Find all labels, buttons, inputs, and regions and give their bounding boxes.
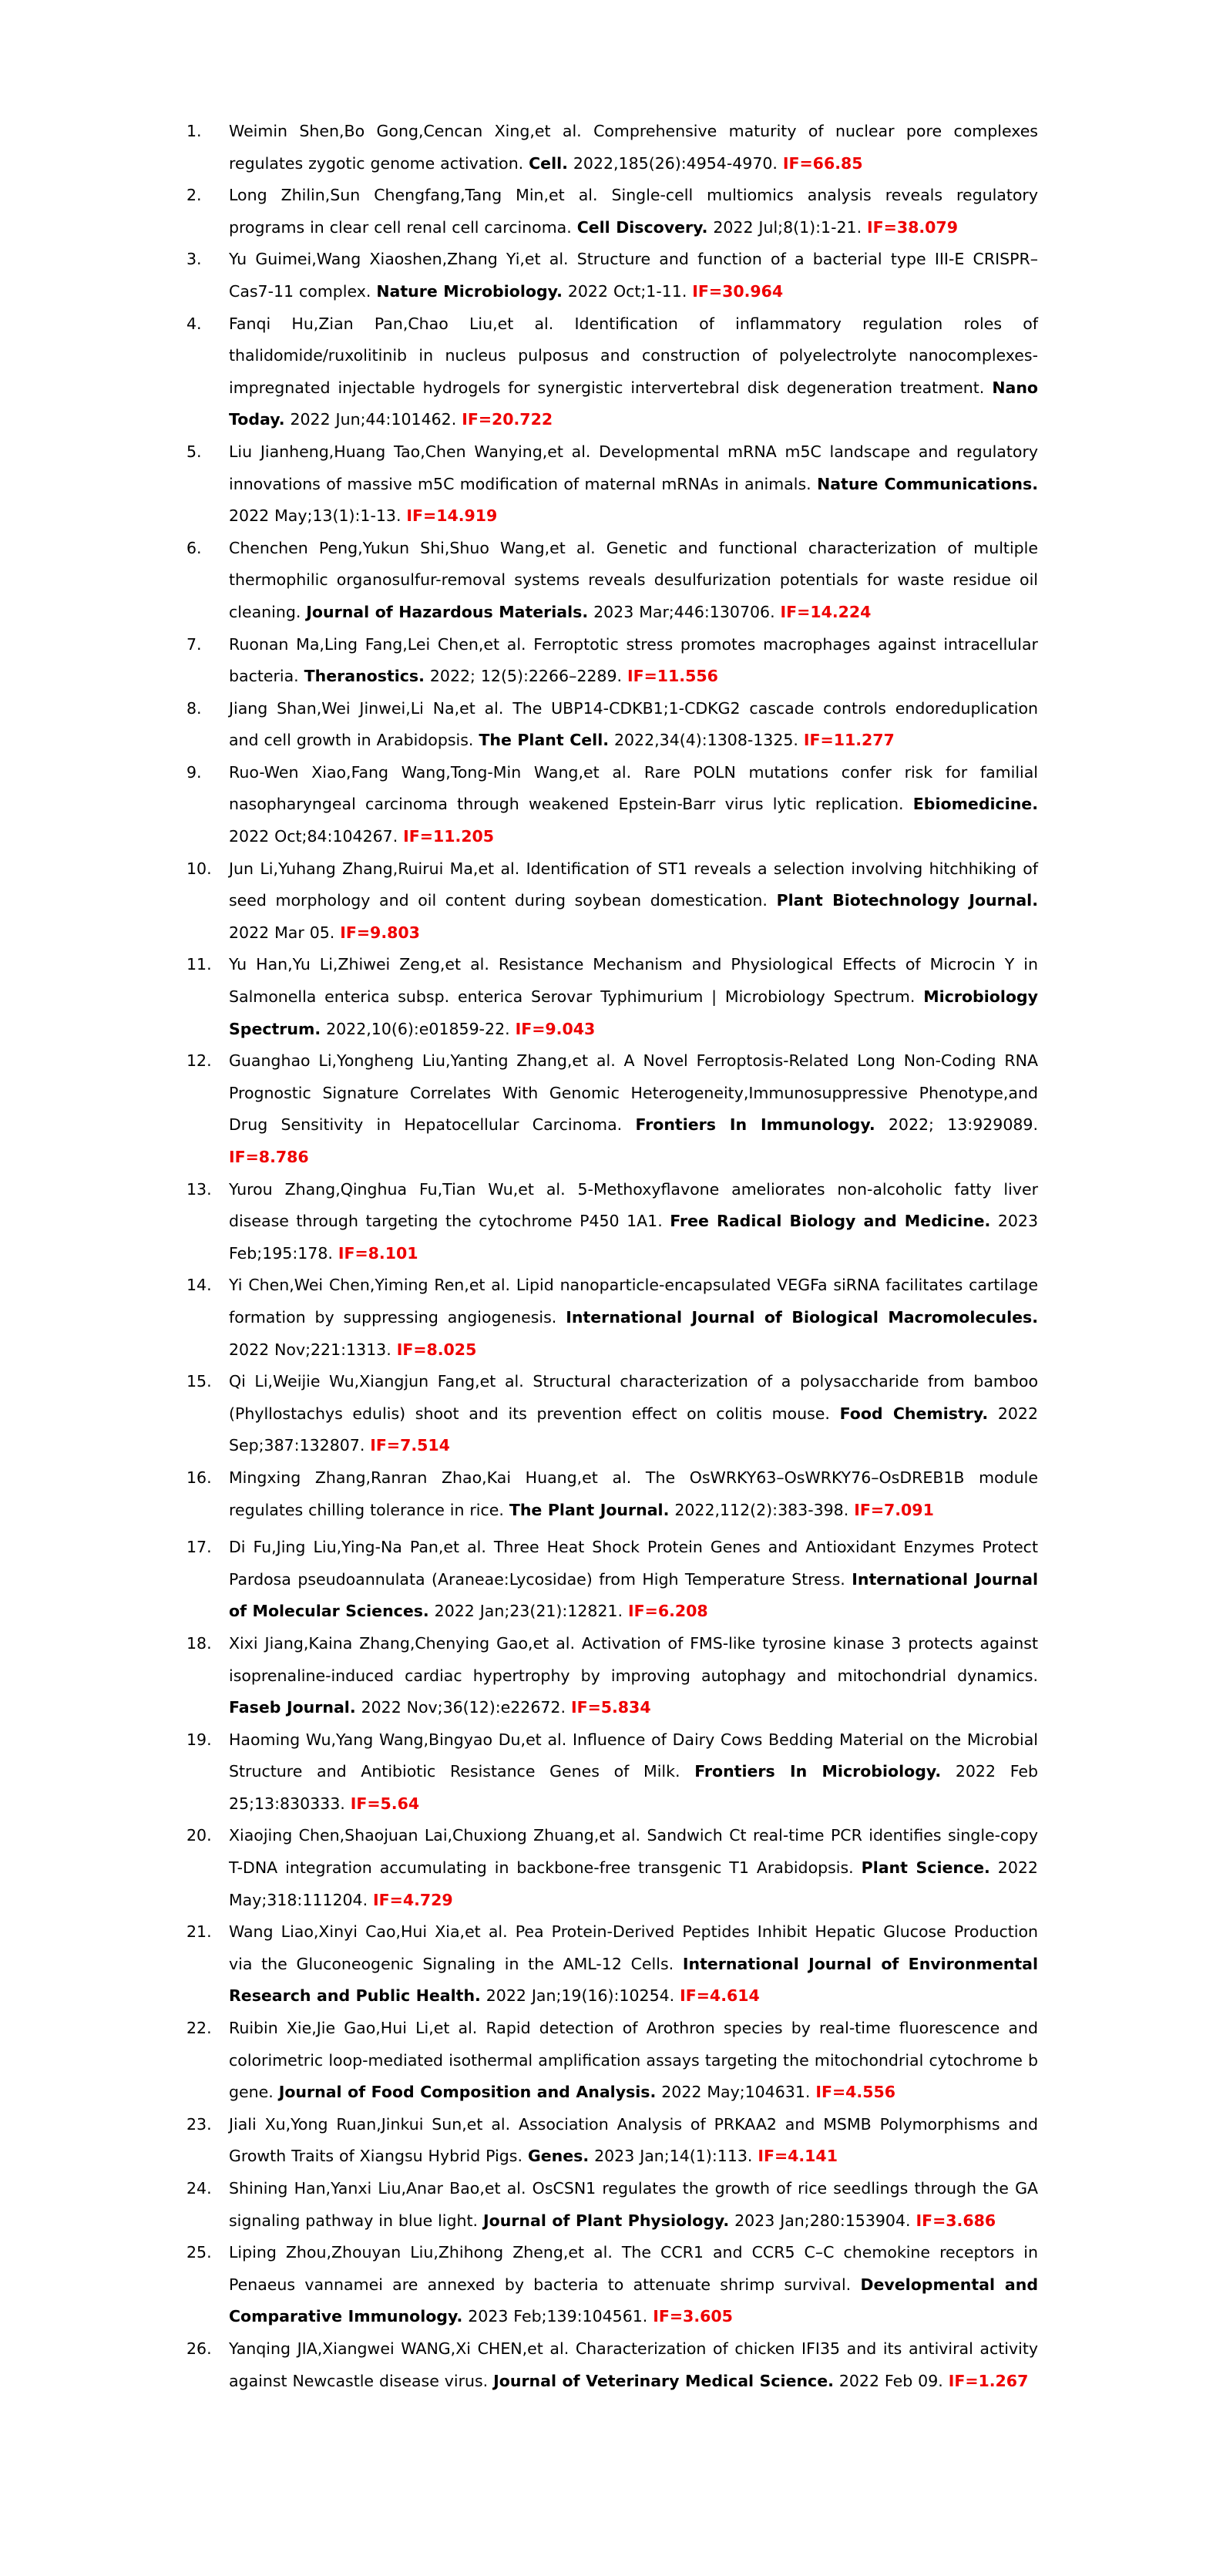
item-number: 12.	[186, 1051, 212, 1071]
impact-factor: IF=5.64	[350, 1794, 420, 1813]
authors-title-text: Xiaojing Chen,Shaojuan Lai,Chuxiong Zhuang,et al. Sandwich Ct real-time PCR identifies single-copy T-DNA integration accumulating in backbone-free transgenic T1 Arabidopsis.	[229, 1826, 1038, 1878]
authors-title-text: Mingxing Zhang,Ranran Zhao,Kai Huang,et al. The OsWRKY63–OsWRKY76–OsDREB1B module regulates chilling tolerance in rice.	[229, 1468, 1038, 1519]
authors-title-text: Jiali Xu,Yong Ruan,Jinkui Sun,et al. Association Analysis of PRKAA2 and MSMB Polymorphisms and Growth Traits of Xiangsu Hybrid Pigs.	[229, 2114, 1038, 2166]
citation-text: 2022,185(26):4954-4970.	[573, 153, 778, 173]
impact-factor: IF=1.267	[948, 2371, 1029, 2390]
authors-title-text: Yu Han,Yu Li,Zhiwei Zeng,et al. Resistance Mechanism and Physiological Effects of Microcin Y in Salmonella enterica subsp. enterica Serovar Typhimurium | Microbiology Spectrum.	[229, 955, 1038, 1007]
authors-title-text: Liping Zhou,Zhouyan Liu,Zhihong Zheng,et al. The CCR1 and CCR5 C–C chemokine receptors in Penaeus vannamei are annexed by bacteria to attenuate shrimp survival.	[229, 2243, 1038, 2294]
impact-factor: IF=11.556	[627, 667, 718, 686]
authors-title-text: Yi Chen,Wei Chen,Yiming Ren,et al. Lipid nanoparticle-encapsulated VEGFa siRNA facilitates cartilage formation by suppressing angiogenesis.	[229, 1276, 1038, 1327]
item-number: 24.	[186, 2179, 212, 2198]
journal-name: Journal of Veterinary Medical Science.	[493, 2371, 834, 2390]
citation-text: 2022,112(2):383-398.	[674, 1500, 849, 1519]
impact-factor: IF=20.722	[462, 410, 553, 429]
impact-factor: IF=8.025	[396, 1340, 477, 1359]
reference-item	[186, 2173, 1038, 2237]
citation-text: 2022 Jan;19(16):10254.	[486, 1986, 675, 2006]
journal-name: Ebiomedicine.	[912, 795, 1038, 814]
impact-factor: IF=4.556	[815, 2083, 895, 2102]
journal-name: Nano Today.	[229, 378, 1038, 429]
item-number: 5.	[186, 442, 202, 461]
reference-item	[186, 693, 1038, 757]
authors-title-text: Wang Liao,Xinyi Cao,Hui Xia,et al. Pea Protein-Derived Peptides Inhibit Hepatic Glucose Production via the Gluconeogenic Signaling in the AML-12 Cells.	[229, 1922, 1038, 1973]
item-number: 18.	[186, 1633, 212, 1653]
authors-title-text: Xixi Jiang,Kaina Zhang,Chenying Gao,et al. Activation of FMS-like tyrosine kinase 3 protects against isoprenaline-induced cardiac hypertrophy by improving autophagy and mitochondrial dynamics.	[229, 1633, 1038, 1685]
citation-text: 2022 Jul;8(1):1-21.	[713, 217, 862, 237]
reference-list	[186, 116, 1038, 2397]
item-number: 7.	[186, 634, 202, 654]
journal-name: Nature Communications.	[817, 474, 1038, 493]
citation-text: 2022 Feb 09.	[838, 2371, 943, 2390]
authors-title-text: Fanqi Hu,Zian Pan,Chao Liu,et al. Identification of inflammatory regulation roles of thalidomide/ruxolitinib in nucleus pulposus and construction of polyelectrolyte nanocomplexes-impregnated injectable hydrogels for synergistic intervertebral disk degeneration treatment.	[229, 314, 1038, 397]
journal-name: Frontiers In Immunology.	[635, 1115, 875, 1135]
citation-text: 2022,10(6):e01859-22.	[326, 1019, 510, 1038]
impact-factor: IF=7.091	[854, 1500, 934, 1519]
item-number: 9.	[186, 762, 202, 782]
citation-text: 2023 Jan;14(1):113.	[594, 2147, 753, 2166]
journal-name: Journal of Food Composition and Analysis.	[278, 2083, 657, 2102]
citation-text: 2022 Sep;387:132807.	[229, 1404, 1039, 1455]
reference-item	[186, 1462, 1038, 1526]
reference-item	[186, 1270, 1038, 1366]
impact-factor: IF=11.205	[403, 827, 495, 846]
reference-item	[186, 1366, 1038, 1462]
journal-name: Genes.	[527, 2147, 590, 2166]
reference-item	[186, 2237, 1038, 2333]
impact-factor: IF=9.803	[340, 923, 420, 942]
citation-text: 2023 Feb;139:104561.	[468, 2307, 648, 2326]
item-number: 17.	[186, 1538, 212, 1557]
journal-name: International Journal of Molecular Sciences.	[229, 1569, 1038, 1621]
authors-title-text: Ruonan Ma,Ling Fang,Lei Chen,et al. Ferroptotic stress promotes macrophages against intracellular bacteria.	[229, 634, 1038, 686]
authors-title-text: Ruibin Xie,Jie Gao,Hui Li,et al. Rapid detection of Arothron species by real-time fluorescence and colorimetric loop-mediated isothermal amplification assays targeting the mitochondrial cytochrome b gene.	[229, 2019, 1038, 2102]
impact-factor: IF=6.208	[628, 1602, 708, 1621]
authors-title-text: Guanghao Li,Yongheng Liu,Yanting Zhang,et al. A Novel Ferroptosis-Related Long Non-Coding RNA Prognostic Signature Correlates With Genomic Heterogeneity,Immunosuppressive Phenotype,and Drug Sensitivity in Hepatocellular Carcinoma.	[229, 1051, 1038, 1135]
citation-text: 2022 Jun;44:101462.	[290, 410, 457, 429]
impact-factor: IF=4.614	[680, 1986, 760, 2006]
reference-item	[186, 2109, 1038, 2173]
authors-title-text: Haoming Wu,Yang Wang,Bingyao Du,et al. Influence of Dairy Cows Bedding Material on the Microbial Structure and Antibiotic Resistance Genes of Milk.	[229, 1730, 1038, 1781]
item-number: 22.	[186, 2019, 212, 2038]
impact-factor: IF=7.514	[370, 1436, 450, 1455]
authors-title-text: Di Fu,Jing Liu,Ying-Na Pan,et al. Three Heat Shock Protein Genes and Antioxidant Enzymes Protect Pardosa pseudoannulata (Araneae:Lycosidae) from High Temperature Stress.	[229, 1538, 1038, 1589]
impact-factor: IF=66.85	[782, 153, 863, 173]
impact-factor: IF=11.277	[803, 731, 895, 750]
reference-item	[186, 853, 1038, 950]
item-number: 8.	[186, 698, 202, 718]
reference-item	[186, 1045, 1038, 1173]
citation-text: 2022 May;318:111204.	[229, 1858, 1038, 1909]
item-number: 3.	[186, 250, 202, 269]
reference-item	[186, 1628, 1038, 1724]
reference-item	[186, 436, 1038, 533]
reference-item	[186, 1724, 1038, 1821]
citation-text: 2022; 12(5):2266–2289.	[429, 667, 623, 686]
journal-name: Plant Biotechnology Journal.	[776, 891, 1038, 910]
citation-text: 2023 Mar;446:130706.	[593, 602, 775, 621]
reference-item	[186, 2333, 1038, 2397]
item-number: 26.	[186, 2339, 212, 2358]
item-number: 11.	[186, 955, 212, 974]
item-number: 6.	[186, 538, 202, 557]
journal-name: International Journal of Biological Macromolecules.	[566, 1307, 1038, 1327]
authors-title-text: Chenchen Peng,Yukun Shi,Shuo Wang,et al. Genetic and functional characterization of multiple thermophilic organosulfur-removal systems reveals desulfurization potentials for waste residue oil cleaning.	[229, 538, 1038, 621]
impact-factor: IF=8.786	[229, 1148, 309, 1166]
journal-name: Free Radical Biology and Medicine.	[670, 1212, 991, 1231]
reference-item	[186, 1174, 1038, 1270]
journal-name: Cell.	[529, 153, 568, 173]
reference-item	[186, 308, 1038, 436]
reference-item	[186, 244, 1038, 308]
impact-factor: IF=9.043	[515, 1019, 596, 1038]
authors-title-text: Jun Li,Yuhang Zhang,Ruirui Ma,et al. Identification of ST1 reveals a selection involving hitchhiking of seed morphology and oil content during soybean domestication.	[229, 859, 1038, 910]
journal-name: Nature Microbiology.	[376, 281, 563, 301]
journal-name: Developmental and Comparative Immunology.	[229, 2275, 1038, 2326]
impact-factor: IF=3.686	[916, 2211, 996, 2230]
item-number: 23.	[186, 2114, 212, 2134]
journal-name: Faseb Journal.	[229, 1698, 356, 1717]
authors-title-text: Liu Jianheng,Huang Tao,Chen Wanying,et al. Developmental mRNA m5C landscape and regulatory innovations of massive m5C modification of maternal mRNAs in animals.	[229, 442, 1038, 493]
journal-name: Microbiology Spectrum.	[229, 987, 1038, 1038]
journal-name: Plant Science.	[861, 1858, 990, 1878]
item-number: 2.	[186, 186, 202, 205]
journal-name: The Plant Journal.	[509, 1500, 670, 1519]
item-number: 21.	[186, 1922, 212, 1942]
reference-item	[186, 629, 1038, 693]
reference-item	[186, 116, 1038, 180]
authors-title-text: Shining Han,Yanxi Liu,Anar Bao,et al. OsCSN1 regulates the growth of rice seedlings through the GA signaling pathway in blue light.	[229, 2179, 1038, 2230]
authors-title-text: Yanqing JIA,Xiangwei WANG,Xi CHEN,et al. Characterization of chicken IFI35 and its antiviral activity against Newcastle disease virus.	[229, 2339, 1038, 2390]
authors-title-text: Jiang Shan,Wei Jinwei,Li Na,et al. The UBP14-CDKB1;1-CDKG2 cascade controls endoreduplication and cell growth in Arabidopsis.	[229, 698, 1038, 750]
citation-text: 2022 Oct;84:104267.	[229, 827, 398, 846]
reference-item	[186, 1820, 1038, 1916]
reference-item	[186, 757, 1038, 853]
impact-factor: IF=4.729	[373, 1890, 453, 1909]
journal-name: Frontiers In Microbiology.	[694, 1762, 942, 1781]
impact-factor: IF=14.919	[406, 506, 498, 526]
journal-name: Journal of Hazardous Materials.	[306, 602, 589, 621]
journal-name: Theranostics.	[304, 667, 425, 686]
citation-text: 2022,34(4):1308-1325.	[613, 731, 798, 750]
reference-item	[186, 533, 1038, 629]
authors-title-text: Ruo-Wen Xiao,Fang Wang,Tong-Min Wang,et al. Rare POLN mutations confer risk for familial nasopharyngeal carcinoma through weakened Epstein-Barr virus lytic replication.	[229, 762, 1038, 814]
journal-name: Cell Discovery.	[576, 217, 708, 237]
item-number: 13.	[186, 1179, 212, 1199]
reference-item	[186, 1532, 1038, 1628]
journal-name: International Journal of Environmental Research and Public Health.	[229, 1954, 1038, 2006]
citation-text: 2022 Nov;36(12):e22672.	[361, 1698, 566, 1717]
citation-text: 2022 Jan;23(21):12821.	[434, 1602, 623, 1621]
impact-factor: IF=5.834	[570, 1698, 651, 1717]
item-number: 19.	[186, 1730, 212, 1749]
reference-item	[186, 2013, 1038, 2109]
impact-factor: IF=3.605	[653, 2307, 733, 2326]
citation-text: 2022; 13:929089.	[888, 1115, 1038, 1135]
item-number: 10.	[186, 859, 212, 878]
impact-factor: IF=8.101	[338, 1243, 418, 1263]
citation-text: 2022 Nov;221:1313.	[229, 1340, 391, 1359]
item-number: 20.	[186, 1826, 212, 1845]
reference-item	[186, 180, 1038, 244]
citation-text: 2022 Feb 25;13:830333.	[229, 1762, 1038, 1813]
journal-name: Journal of Plant Physiology.	[483, 2211, 730, 2230]
citation-text: 2022 Mar 05.	[229, 923, 335, 942]
item-number: 1.	[186, 122, 202, 140]
item-number: 14.	[186, 1276, 212, 1295]
impact-factor: IF=30.964	[692, 281, 784, 301]
citation-text: 2022 May;13(1):1-13.	[229, 506, 402, 526]
journal-name: The Plant Cell.	[479, 731, 610, 750]
citation-text: 2022 Oct;1-11.	[567, 281, 687, 301]
item-number: 15.	[186, 1372, 212, 1391]
reference-item	[186, 949, 1038, 1045]
authors-title-text: Long Zhilin,Sun Chengfang,Tang Min,et al. Single-cell multiomics analysis reveals regulatory programs in clear cell renal cell carcinoma.	[229, 186, 1038, 237]
journal-name: Food Chemistry.	[839, 1404, 989, 1423]
authors-title-text: Yu Guimei,Wang Xiaoshen,Zhang Yi,et al. Structure and function of a bacterial type III-E CRISPR–Cas7-11 complex.	[229, 250, 1038, 301]
citation-text: 2023 Jan;280:153904.	[734, 2211, 911, 2230]
item-number: 16.	[186, 1468, 212, 1487]
impact-factor: IF=38.079	[867, 217, 958, 237]
authors-title-text: Yurou Zhang,Qinghua Fu,Tian Wu,et al. 5-Methoxyflavone ameliorates non-alcoholic fatty liver disease through targeting the cytochrome P450 1A1.	[229, 1179, 1038, 1231]
reference-item	[186, 1916, 1038, 2013]
authors-title-text: Weimin Shen,Bo Gong,Cencan Xing,et al. Comprehensive maturity of nuclear pore complexes regulates zygotic genome activation.	[229, 122, 1038, 173]
impact-factor: IF=14.224	[780, 602, 872, 621]
citation-text: 2022 May;104631.	[661, 2083, 811, 2102]
authors-title-text: Qi Li,Weijie Wu,Xiangjun Fang,et al. Structural characterization of a polysaccharide from bamboo (Phyllostachys edulis) shoot and its prevention effect on colitis mouse.	[229, 1372, 1038, 1423]
item-number: 4.	[186, 314, 202, 333]
citation-text: 2023 Feb;195:178.	[229, 1212, 1038, 1263]
item-number: 25.	[186, 2243, 212, 2262]
impact-factor: IF=4.141	[758, 2147, 838, 2166]
